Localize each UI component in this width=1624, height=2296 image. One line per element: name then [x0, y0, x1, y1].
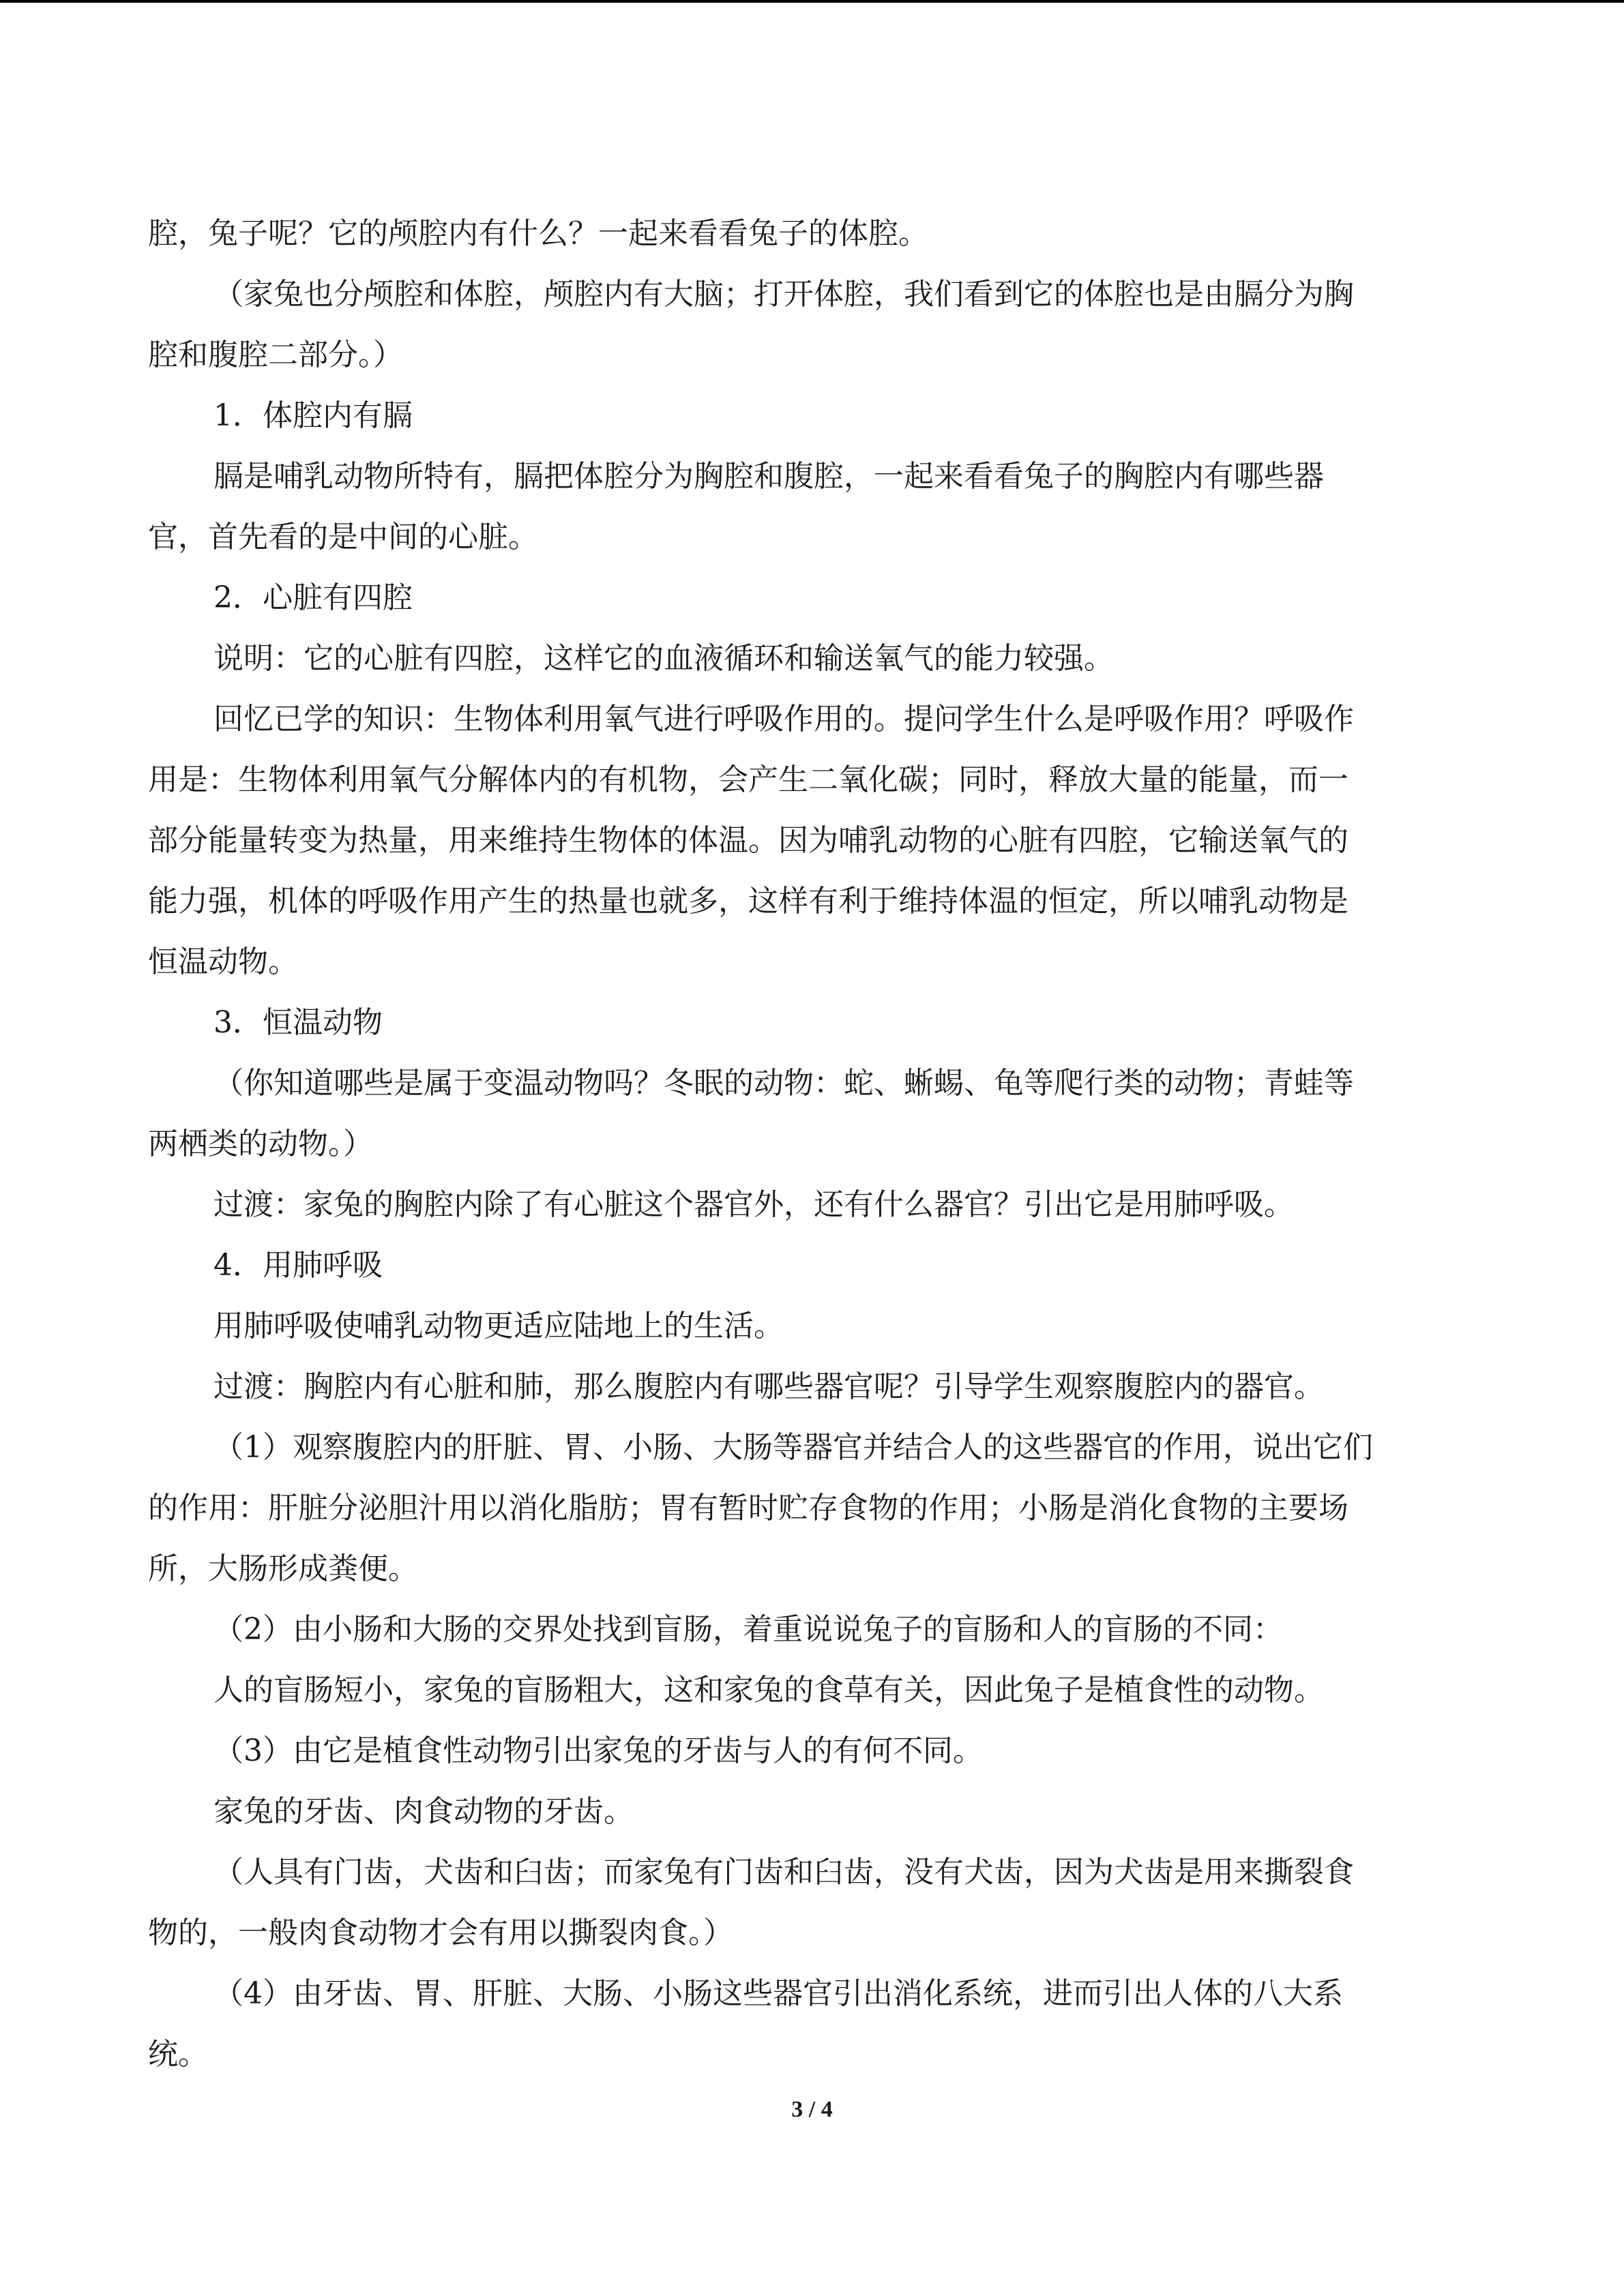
- text-line: （人具有门齿，犬齿和臼齿；而家兔有门齿和臼齿，没有犬齿，因为犬齿是用来撕裂食: [213, 1855, 1354, 1890]
- text-line: （1）观察腹腔内的肝脏、胃、小肠、大肠等器官并结合人的这些器官的作用，说出它们: [213, 1430, 1373, 1465]
- text-line: 能力强，机体的呼吸作用产生的热量也就多，这样有利于维持体温的恒定，所以哺乳动物是: [148, 884, 1348, 919]
- section-heading-1: 1．体腔内有膈: [213, 398, 413, 433]
- text-line: 说明：它的心脏有四腔，这样它的血液循环和输送氧气的能力较强。: [213, 641, 1114, 676]
- text-line: 人的盲肠短小，家兔的盲肠粗大，这和家兔的食草有关，因此兔子是植食性的动物。: [213, 1673, 1324, 1708]
- text-line: 恒温动物。: [148, 944, 298, 979]
- section-heading-3: 3．恒温动物: [213, 1005, 383, 1040]
- text-line: （3）由它是植食性动物引出家兔的牙齿与人的有何不同。: [213, 1733, 983, 1768]
- text-line: 统。: [148, 2037, 208, 2072]
- text-line: （2）由小肠和大肠的交界处找到盲肠，着重说说兔子的盲肠和人的盲肠的不同：: [213, 1612, 1283, 1647]
- text-line: 用肺呼吸使哺乳动物更适应陆地上的生活。: [213, 1309, 784, 1343]
- text-line: 所，大肠形成粪便。: [148, 1551, 418, 1586]
- text-line: 腔和腹腔二部分。）: [148, 338, 403, 372]
- text-line: 腔，兔子呢？它的颅腔内有什么？一起来看看兔子的体腔。: [148, 216, 928, 251]
- text-line: 部分能量转变为热量，用来维持生物体的体温。因为哺乳动物的心脏有四腔，它输送氧气的: [148, 823, 1348, 858]
- top-border-rule: [0, 0, 1624, 3]
- text-line: 物的，一般肉食动物才会有用以撕裂肉食。）: [148, 1915, 733, 1950]
- text-line: （你知道哪些是属于变温动物吗？冬眠的动物：蛇、蜥蜴、龟等爬行类的动物；青蛙等: [213, 1066, 1354, 1101]
- text-line: 家兔的牙齿、肉食动物的牙齿。: [213, 1794, 634, 1829]
- text-line: 膈是哺乳动物所特有，膈把体腔分为胸腔和腹腔，一起来看看兔子的胸腔内有哪些器: [213, 459, 1324, 494]
- text-line: 回忆已学的知识：生物体利用氧气进行呼吸作用的。提问学生什么是呼吸作用？呼吸作: [213, 702, 1354, 736]
- document-body: [148, 203, 1476, 2085]
- text-line: （4）由牙齿、胃、肝脏、大肠、小肠这些器官引出消化系统，进而引出人体的八大系: [213, 1976, 1343, 2011]
- text-line: 两栖类的动物。）: [148, 1127, 373, 1161]
- text-line: 过渡：胸腔内有心脏和肺，那么腹腔内有哪些器官呢？引导学生观察腹腔内的器官。: [213, 1369, 1324, 1404]
- text-line: 的作用：肝脏分泌胆汁用以消化脂肪；胃有暂时贮存食物的作用；小肠是消化食物的主要场: [148, 1491, 1348, 1525]
- section-heading-2: 2．心脏有四腔: [213, 580, 413, 615]
- section-heading-4: 4．用肺呼吸: [213, 1248, 383, 1283]
- page-number: 3 / 4: [791, 2097, 833, 2122]
- text-line: 过渡：家兔的胸腔内除了有心脏这个器官外，还有什么器官？引出它是用肺呼吸。: [213, 1187, 1294, 1222]
- text-line: 官，首先看的是中间的心脏。: [148, 520, 538, 554]
- text-line: 用是：生物体利用氧气分解体内的有机物，会产生二氧化碳；同时，释放大量的能量，而一: [148, 762, 1348, 797]
- text-line: （家兔也分颅腔和体腔，颅腔内有大脑；打开体腔，我们看到它的体腔也是由膈分为胸: [213, 277, 1354, 312]
